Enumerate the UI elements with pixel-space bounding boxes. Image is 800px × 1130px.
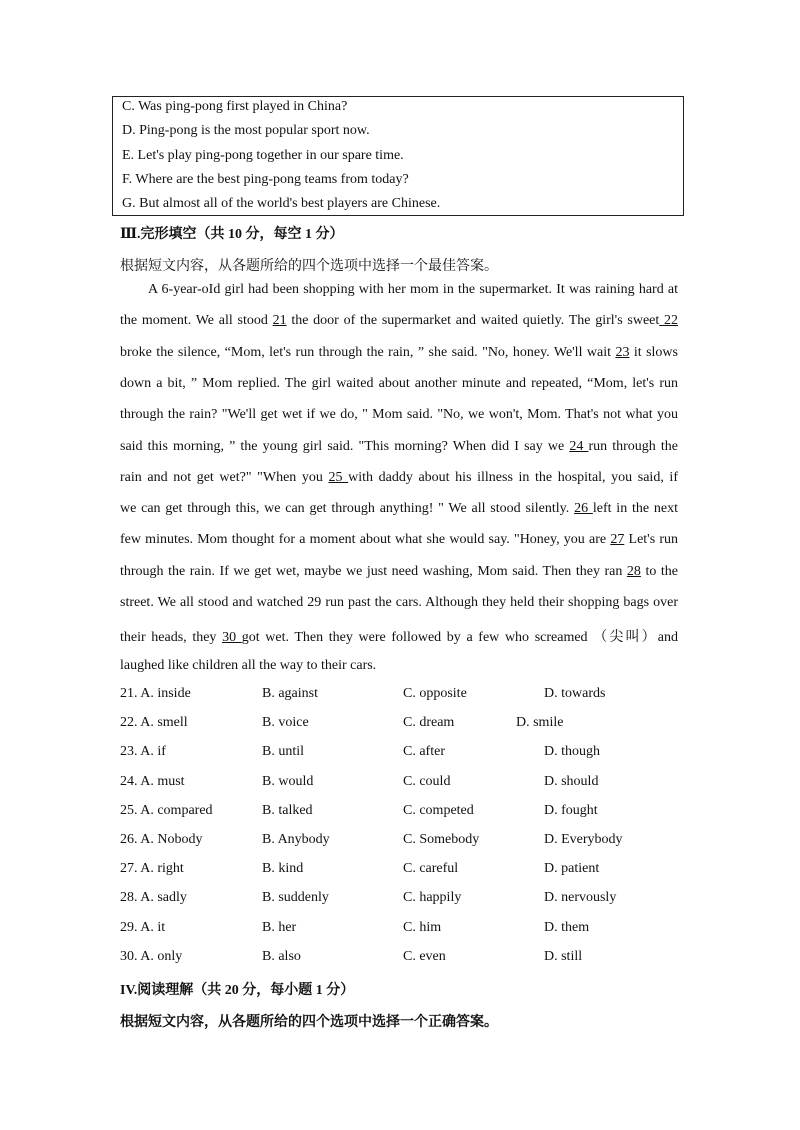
- passage-text: down a bit, ” Mom replied. The girl waited about another minute and repeated, “Mom, let's run: [120, 375, 678, 391]
- option-a: 26. A. Nobody: [120, 832, 203, 847]
- option-a: 25. A. compared: [120, 802, 213, 818]
- passage-text: through the rain. If we get wet, maybe we just need washing, Mom said. Then they ran: [120, 563, 627, 579]
- option-a: 23. A. if: [120, 744, 166, 760]
- question-row: [120, 920, 680, 940]
- passage-line: [120, 470, 678, 486]
- option-d: D. Everybody: [544, 832, 623, 847]
- option-a: 21. A. inside: [120, 686, 191, 701]
- passage-text: laughed like children all the way to their cars.: [120, 657, 377, 673]
- option-c: C. him: [403, 919, 442, 935]
- passage-text: the door of the supermarket and waited quietly. The girl's sweet: [286, 313, 660, 329]
- box-option-c: C. Was ping-pong first played in China?: [122, 99, 348, 114]
- option-a: 29. A. it: [120, 919, 166, 935]
- question-row: [120, 832, 680, 852]
- question-row: [120, 715, 680, 735]
- options-box: [112, 96, 684, 216]
- option-d: D. them: [544, 919, 590, 935]
- option-b: B. would: [262, 773, 314, 789]
- passage-text: it slows: [629, 344, 678, 360]
- option-d: D. still: [544, 948, 583, 964]
- box-option-g: G. But almost all of the world's best players are Chinese.: [122, 196, 441, 211]
- passage-text: through the rain? "We'll get wet if we do, " Mom said. "No, we won't, Mom. That's not what you: [120, 407, 678, 423]
- passage-line: [120, 439, 678, 455]
- option-b: B. her: [262, 919, 297, 935]
- passage-line: [120, 532, 678, 548]
- passage-line: [120, 626, 678, 646]
- cloze-blank: 25: [328, 469, 349, 485]
- option-d: D. smile: [516, 715, 564, 731]
- option-d: D. though: [544, 744, 600, 760]
- question-row: [120, 861, 680, 881]
- option-a: 27. A. right: [120, 861, 184, 877]
- passage-line: [120, 501, 678, 517]
- option-a: 24. A. must: [120, 773, 185, 789]
- option-c: C. after: [403, 744, 445, 760]
- passage-line: [120, 345, 678, 361]
- section-4-instruction: 根据短文内容，从各题所给的四个选项中选择一个正确答案。: [120, 1015, 498, 1030]
- passage-text: with daddy about his illness in the hospital, you said, if: [348, 469, 678, 485]
- question-row: [120, 774, 680, 794]
- cloze-blank: 21: [272, 313, 287, 329]
- passage-text: street. We all stood and watched 29 run past the cars. Although they held their shopping bags over: [120, 595, 678, 610]
- box-option-d: D. Ping-pong is the most popular sport now.: [122, 123, 370, 138]
- passage-text: A 6-year-oId girl had been shopping with her mom in the supermarket. It was raining hard at: [148, 282, 678, 297]
- option-b: B. until: [262, 744, 305, 760]
- box-option-f: F. Where are the best ping-pong teams from today?: [122, 172, 409, 187]
- question-row: [120, 890, 680, 910]
- passage-line: [120, 313, 678, 329]
- option-c: C. dream: [403, 715, 455, 731]
- section-3-title: Ⅲ.完形填空（共 10 分，每空 1 分）: [120, 227, 344, 242]
- question-row: [120, 949, 680, 969]
- cloze-blank: 22: [659, 313, 679, 329]
- passage-text: their heads, they: [120, 630, 223, 646]
- cloze-blank: 26: [574, 501, 593, 517]
- cloze-blank: 24: [569, 438, 589, 454]
- option-a: 22. A. smell: [120, 715, 188, 731]
- question-row: [120, 744, 680, 764]
- section-4-title: IV.阅读理解（共 20 分，每小题 1 分）: [120, 983, 355, 998]
- option-b: B. voice: [262, 715, 309, 731]
- passage-text: got wet. Then they were followed by a few who screamed （尖叫）and: [241, 630, 678, 646]
- option-b: B. against: [262, 686, 318, 701]
- option-b: B. kind: [262, 861, 304, 877]
- passage-text: left in the next: [592, 501, 678, 517]
- passage-text: the moment. We all stood: [120, 313, 273, 329]
- cloze-blank: 28: [626, 563, 641, 579]
- cloze-blank: 23: [615, 344, 630, 360]
- option-d: D. fought: [544, 802, 598, 818]
- passage-text: to the: [640, 563, 678, 579]
- option-d: D. towards: [544, 686, 606, 701]
- passage-line: [120, 407, 678, 423]
- question-row: [120, 803, 680, 823]
- option-c: C. Somebody: [403, 832, 480, 847]
- passage-text: said this morning, ” the young girl said. "This morning? When did I say we: [120, 438, 570, 454]
- passage-text: rain and not get wet?" "When you: [120, 469, 329, 485]
- passage-text: run through the: [588, 438, 678, 454]
- option-c: C. even: [403, 948, 446, 964]
- option-a: 28. A. sadly: [120, 890, 187, 906]
- cloze-blank: 30: [222, 630, 242, 646]
- option-b: B. Anybody: [262, 832, 330, 847]
- option-a: 30. A. only: [120, 948, 183, 964]
- passage-line: [120, 376, 678, 392]
- option-d: D. nervously: [544, 890, 617, 906]
- question-row: [120, 686, 680, 706]
- option-b: B. suddenly: [262, 890, 329, 906]
- option-b: B. talked: [262, 802, 313, 818]
- passage-line: [120, 595, 678, 611]
- option-c: C. happily: [403, 890, 462, 906]
- option-c: C. could: [403, 773, 451, 789]
- passage-text: few minutes. Mom thought for a moment about what she would say. "Honey, you are: [120, 532, 611, 548]
- option-b: B. also: [262, 948, 301, 964]
- option-c: C. opposite: [403, 686, 467, 701]
- passage-line: [120, 564, 678, 580]
- section-3-instruction: 根据短文内容，从各题所给的四个选项中选择一个最佳答案。: [120, 259, 498, 274]
- option-d: D. should: [544, 773, 599, 789]
- option-d: D. patient: [544, 861, 600, 877]
- passage-text: broke the silence, “Mom, let's run through the rain, ” she said. "No, honey. We'll wait: [120, 344, 616, 360]
- box-option-e: E. Let's play ping-pong together in our spare time.: [122, 148, 404, 163]
- cloze-blank: 27: [610, 532, 625, 548]
- passage-line: [148, 282, 678, 298]
- passage-line: [120, 658, 678, 674]
- passage-text: Let's run: [624, 532, 678, 548]
- option-c: C. careful: [403, 861, 459, 877]
- option-c: C. competed: [403, 802, 474, 818]
- passage-text: we can get through this, we can get through anything! " We all stood silently.: [120, 501, 575, 517]
